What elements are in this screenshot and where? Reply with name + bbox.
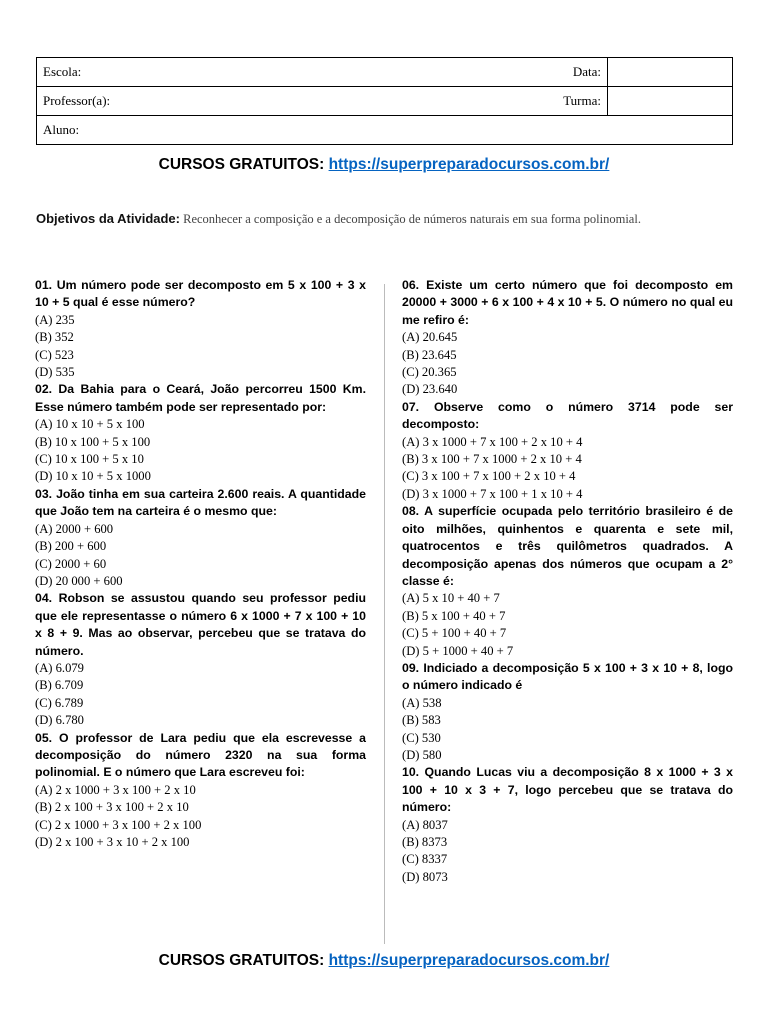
objectives (36, 211, 736, 227)
answer-option[interactable]: (A) 2000 + 600 (35, 521, 114, 536)
courses-link[interactable]: https://superpreparadocursos.com.br/ (328, 156, 610, 173)
class-label: Turma: (475, 87, 608, 116)
question-text: 04. Robson se assustou quando seu professor pediu que ele representasse o número 6 x 1000 + 7 x 100 + 10 x 8 + 9. Mas ao observar, percebeu que se tratava do número. (35, 591, 366, 658)
student-field[interactable] (37, 116, 733, 145)
question-block (402, 503, 733, 660)
answer-option[interactable]: (B) 8373 (402, 835, 448, 849)
answer-option[interactable]: (A) 6.079 (35, 660, 84, 675)
question-text: 05. O professor de Lara pediu que ela escrevesse a decomposição do número 2320 na sua forma polinomial. E o número que Lara escreveu foi: (35, 730, 366, 780)
student-label: Aluno: (43, 122, 80, 137)
answer-option[interactable]: (B) 5 x 100 + 40 + 7 (402, 608, 506, 623)
answer-option[interactable]: (C) 6.789 (35, 695, 84, 710)
question-block (35, 730, 366, 852)
answer-option[interactable]: (C) 523 (35, 347, 74, 362)
date-field[interactable] (608, 58, 733, 87)
courses-banner-bottom (0, 952, 768, 970)
column-divider (384, 284, 385, 944)
class-field[interactable] (608, 87, 733, 116)
answer-option[interactable]: (B) 6.709 (35, 678, 84, 693)
answer-option[interactable]: (B) 3 x 100 + 7 x 1000 + 2 x 10 + 4 (402, 452, 582, 467)
answer-option[interactable]: (D) 535 (35, 365, 75, 380)
teacher-label: Professor(a): (43, 93, 111, 108)
answer-option[interactable]: (C) 2 x 1000 + 3 x 100 + 2 x 100 (35, 817, 202, 832)
question-block (402, 764, 733, 886)
question-text: 02. Da Bahia para o Ceará, João percorreu 1500 Km. Esse número também pode ser representado por: (35, 382, 366, 414)
answer-option[interactable]: (D) 6.780 (35, 713, 84, 728)
answer-option[interactable]: (A) 538 (402, 695, 442, 710)
answer-option[interactable]: (A) 20.645 (402, 330, 458, 345)
answer-option[interactable]: (C) 530 (402, 730, 441, 745)
answer-option[interactable]: (D) 20 000 + 600 (35, 573, 123, 588)
answer-option[interactable]: (A) 10 x 10 + 5 x 100 (35, 417, 145, 432)
courses-label: CURSOS GRATUITOS: (158, 156, 325, 173)
answer-option[interactable]: (D) 3 x 1000 + 7 x 100 + 1 x 10 + 4 (402, 486, 583, 501)
answer-option[interactable]: (B) 200 + 600 (35, 539, 107, 554)
answer-option[interactable]: (C) 5 + 100 + 40 + 7 (402, 626, 507, 641)
question-text: 01. Um número pode ser decomposto em 5 x 100 + 3 x 10 + 5 qual é esse número? (35, 278, 366, 310)
question-text: 08. A superfície ocupada pelo território brasileiro é de oito milhões, quinhentos e quarenta e sete mil, quatrocentos e três quilômetros quadrados. A decomposição apenas dos números que ocupam a 2° classe é: (402, 504, 733, 588)
question-text: 10. Quando Lucas viu a decomposição 8 x 1000 + 3 x 100 + 10 x 3 + 7, logo percebeu que se tratava do número: (402, 765, 733, 815)
courses-banner-top (0, 156, 768, 174)
objectives-label: Objetivos da Atividade: (36, 211, 180, 226)
answer-option[interactable]: (D) 23.640 (402, 382, 458, 397)
question-text: 09. Indiciado a decomposição 5 x 100 + 3 x 10 + 8, logo o número indicado é (402, 660, 733, 693)
header-form-table (36, 57, 733, 145)
answer-option[interactable]: (A) 5 x 10 + 40 + 7 (402, 591, 500, 606)
courses-link[interactable]: https://superpreparadocursos.com.br/ (328, 952, 610, 969)
school-field[interactable] (37, 58, 476, 87)
date-label: Data: (475, 58, 608, 87)
answer-option[interactable]: (D) 580 (402, 747, 442, 762)
answer-option[interactable]: (D) 2 x 100 + 3 x 10 + 2 x 100 (35, 835, 190, 849)
answer-option[interactable]: (D) 8073 (402, 869, 448, 884)
answer-option[interactable]: (A) 235 (35, 312, 75, 327)
question-block (35, 277, 366, 381)
objectives-text: Reconhecer a composição e a decomposição de números naturais em sua forma polinomial. (183, 212, 641, 226)
question-block (35, 486, 366, 590)
courses-label: CURSOS GRATUITOS: (158, 952, 325, 969)
answer-option[interactable]: (C) 10 x 100 + 5 x 10 (35, 452, 144, 467)
answer-option[interactable]: (B) 352 (35, 330, 74, 345)
answer-option[interactable]: (C) 20.365 (402, 365, 457, 380)
answer-option[interactable]: (B) 23.645 (402, 347, 457, 362)
answer-option[interactable]: (A) 8037 (402, 817, 448, 832)
questions-right-column (402, 277, 733, 886)
answer-option[interactable]: (C) 2000 + 60 (35, 556, 107, 571)
answer-option[interactable]: (B) 583 (402, 713, 441, 728)
question-block (402, 399, 733, 503)
answer-option[interactable]: (C) 8337 (402, 852, 448, 867)
question-text: 07. Observe como o número 3714 pode ser decomposto: (402, 399, 733, 432)
answer-option[interactable]: (A) 3 x 1000 + 7 x 100 + 2 x 10 + 4 (402, 434, 583, 449)
answer-option[interactable]: (B) 2 x 100 + 3 x 100 + 2 x 10 (35, 800, 189, 815)
question-text: 06. Existe um certo número que foi decomposto em 20000 + 3000 + 6 x 100 + 4 x 10 + 5. O número no qual eu me refiro é: (402, 278, 733, 327)
question-block (402, 660, 733, 764)
answer-option[interactable]: (D) 10 x 10 + 5 x 1000 (35, 469, 151, 484)
question-block (402, 277, 733, 399)
questions-left-column (35, 277, 366, 851)
answer-option[interactable]: (A) 2 x 1000 + 3 x 100 + 2 x 10 (35, 782, 196, 797)
school-label: Escola: (43, 64, 82, 79)
answer-option[interactable]: (B) 10 x 100 + 5 x 100 (35, 434, 151, 449)
question-text: 03. João tinha em sua carteira 2.600 reais. A quantidade que João tem na carteira é o mesmo que: (35, 486, 366, 519)
answer-option[interactable]: (C) 3 x 100 + 7 x 100 + 2 x 10 + 4 (402, 469, 576, 484)
question-block (35, 590, 366, 729)
question-block (35, 381, 366, 485)
answer-option[interactable]: (D) 5 + 1000 + 40 + 7 (402, 643, 514, 658)
teacher-field[interactable] (37, 87, 476, 116)
